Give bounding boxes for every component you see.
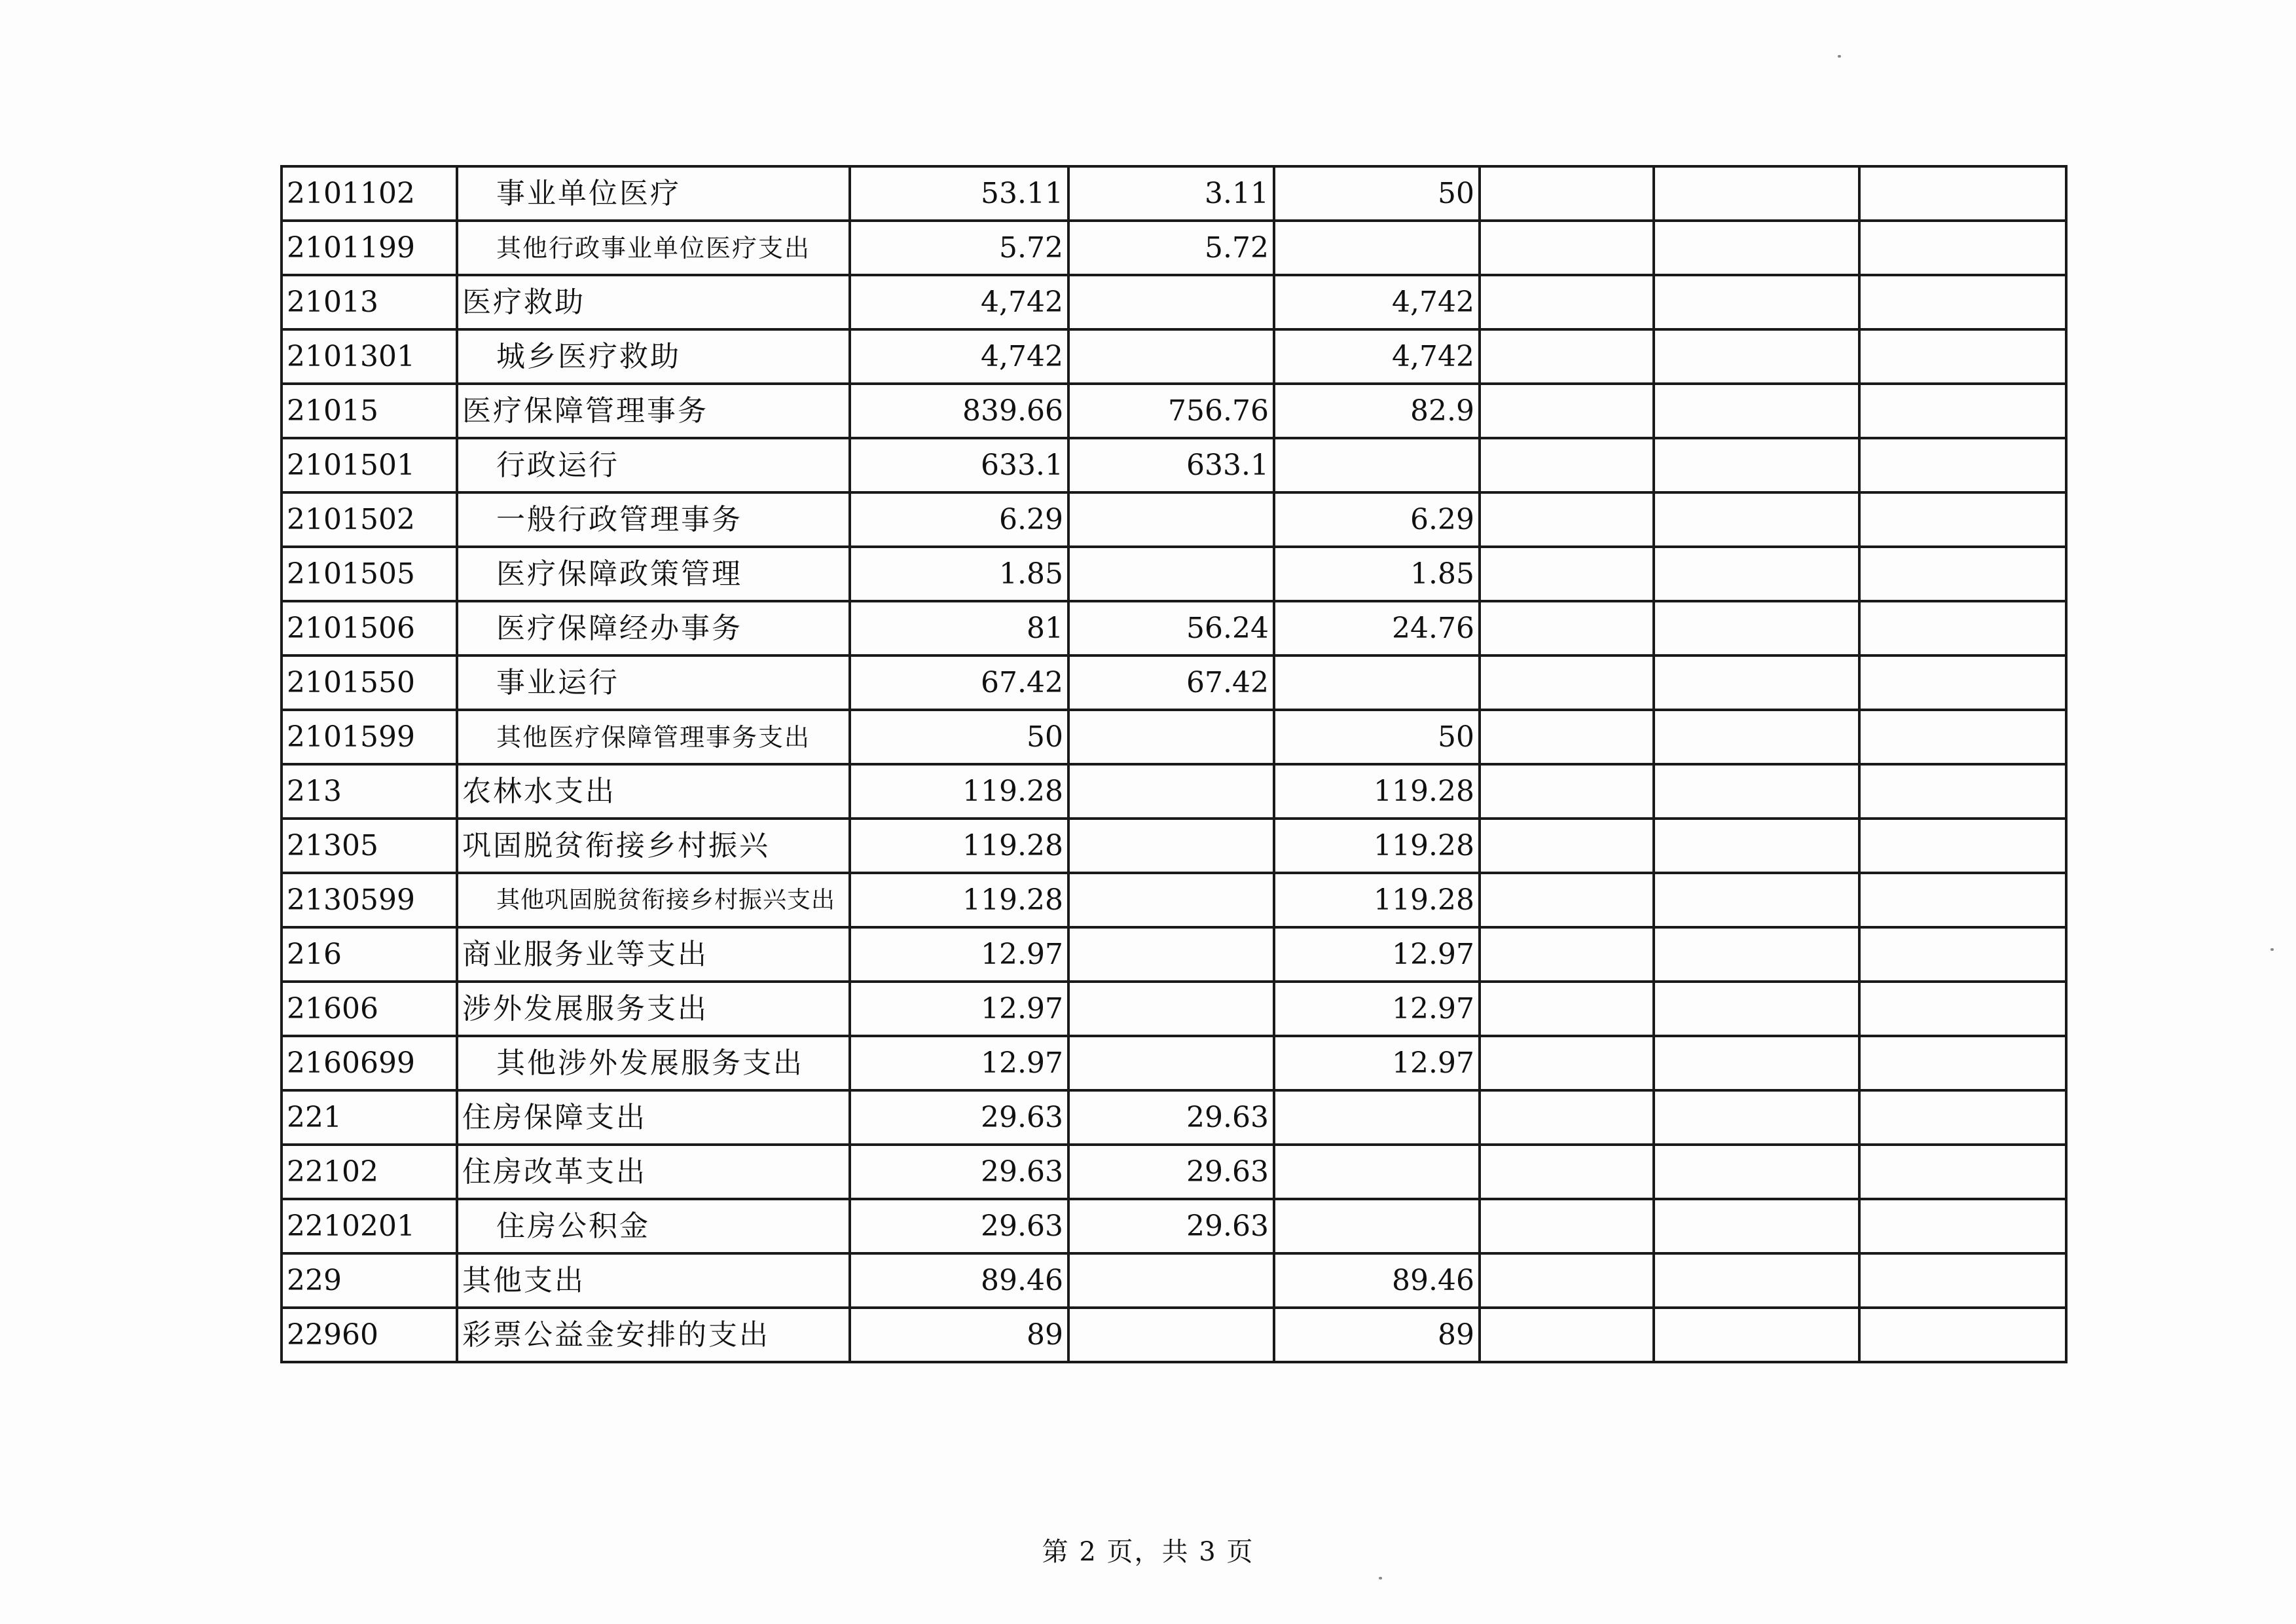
total-cell: 4,742 (850, 329, 1068, 384)
total-cell: 12.97 (850, 1036, 1068, 1090)
basic-cell (1068, 982, 1274, 1036)
code-cell: 2101550 (282, 655, 457, 710)
empty-cell (1859, 655, 2066, 710)
empty-cell (1654, 1036, 1859, 1090)
total-cell: 119.28 (850, 873, 1068, 927)
project-cell: 82.9 (1274, 384, 1480, 438)
total-cell: 5.72 (850, 221, 1068, 275)
total-cell: 1.85 (850, 547, 1068, 601)
budget-table (280, 165, 2068, 1363)
basic-cell: 633.1 (1068, 438, 1274, 492)
empty-cell (1480, 1090, 1654, 1145)
empty-cell (1859, 1253, 2066, 1308)
table-row (282, 1090, 2066, 1145)
code-cell: 21015 (282, 384, 457, 438)
basic-cell (1068, 329, 1274, 384)
empty-cell (1859, 329, 2066, 384)
empty-cell (1654, 1199, 1859, 1253)
empty-cell (1654, 764, 1859, 819)
empty-cell (1480, 384, 1654, 438)
total-cell: 12.97 (850, 927, 1068, 982)
empty-cell (1859, 710, 2066, 764)
basic-cell (1068, 492, 1274, 547)
code-cell: 2101599 (282, 710, 457, 764)
project-cell: 50 (1274, 710, 1480, 764)
empty-cell (1654, 438, 1859, 492)
code-cell: 22102 (282, 1145, 457, 1199)
code-cell: 2101301 (282, 329, 457, 384)
total-cell: 119.28 (850, 819, 1068, 873)
empty-cell (1480, 1145, 1654, 1199)
project-cell: 89.46 (1274, 1253, 1480, 1308)
empty-cell (1654, 1090, 1859, 1145)
empty-cell (1480, 275, 1654, 329)
scan-speck (1379, 1577, 1382, 1579)
total-cell: 67.42 (850, 655, 1068, 710)
empty-cell (1480, 927, 1654, 982)
table-row (282, 547, 2066, 601)
empty-cell (1480, 873, 1654, 927)
empty-cell (1480, 1199, 1654, 1253)
table-row (282, 329, 2066, 384)
project-cell (1274, 438, 1480, 492)
basic-cell: 56.24 (1068, 601, 1274, 655)
empty-cell (1654, 547, 1859, 601)
empty-cell (1859, 1199, 2066, 1253)
basic-cell: 3.11 (1068, 166, 1274, 221)
basic-cell (1068, 764, 1274, 819)
empty-cell (1859, 1036, 2066, 1090)
name-cell: 涉外发展服务支出 (457, 982, 850, 1036)
name-cell: 商业服务业等支出 (457, 927, 850, 982)
name-cell: 住房保障支出 (457, 1090, 850, 1145)
empty-cell (1654, 982, 1859, 1036)
code-cell: 21606 (282, 982, 457, 1036)
empty-cell (1480, 166, 1654, 221)
basic-cell (1068, 1253, 1274, 1308)
empty-cell (1654, 221, 1859, 275)
project-cell: 4,742 (1274, 329, 1480, 384)
name-cell: 事业单位医疗 (457, 166, 850, 221)
empty-cell (1654, 819, 1859, 873)
code-cell: 221 (282, 1090, 457, 1145)
project-cell (1274, 1090, 1480, 1145)
empty-cell (1859, 1145, 2066, 1199)
project-cell (1274, 221, 1480, 275)
table-row (282, 275, 2066, 329)
code-cell: 2101506 (282, 601, 457, 655)
code-cell: 216 (282, 927, 457, 982)
table-row (282, 873, 2066, 927)
project-cell: 6.29 (1274, 492, 1480, 547)
table-row (282, 1253, 2066, 1308)
total-cell: 839.66 (850, 384, 1068, 438)
table-row (282, 1036, 2066, 1090)
name-cell: 其他支出 (457, 1253, 850, 1308)
project-cell (1274, 655, 1480, 710)
scan-speck (1838, 55, 1841, 58)
basic-cell (1068, 873, 1274, 927)
total-cell: 29.63 (850, 1199, 1068, 1253)
project-cell: 119.28 (1274, 764, 1480, 819)
page-footer: 第 2 页，共 3 页 (1042, 1537, 1254, 1567)
name-cell: 行政运行 (457, 438, 850, 492)
total-cell: 53.11 (850, 166, 1068, 221)
empty-cell (1859, 982, 2066, 1036)
name-cell: 其他医疗保障管理事务支出 (457, 710, 850, 764)
empty-cell (1480, 1036, 1654, 1090)
empty-cell (1654, 601, 1859, 655)
empty-cell (1859, 819, 2066, 873)
empty-cell (1859, 1308, 2066, 1362)
project-cell: 12.97 (1274, 982, 1480, 1036)
total-cell: 12.97 (850, 982, 1068, 1036)
empty-cell (1480, 1253, 1654, 1308)
empty-cell (1480, 221, 1654, 275)
empty-cell (1654, 275, 1859, 329)
table-row (282, 221, 2066, 275)
empty-cell (1654, 1145, 1859, 1199)
total-cell: 89.46 (850, 1253, 1068, 1308)
empty-cell (1654, 1308, 1859, 1362)
name-cell: 医疗保障管理事务 (457, 384, 850, 438)
empty-cell (1480, 547, 1654, 601)
table-row (282, 166, 2066, 221)
code-cell: 2101505 (282, 547, 457, 601)
project-cell: 12.97 (1274, 927, 1480, 982)
table-row (282, 764, 2066, 819)
empty-cell (1480, 764, 1654, 819)
basic-cell (1068, 275, 1274, 329)
code-cell: 2210201 (282, 1199, 457, 1253)
empty-cell (1654, 710, 1859, 764)
basic-cell: 5.72 (1068, 221, 1274, 275)
empty-cell (1859, 547, 2066, 601)
total-cell: 29.63 (850, 1145, 1068, 1199)
table-row (282, 1199, 2066, 1253)
table-row (282, 438, 2066, 492)
basic-cell (1068, 547, 1274, 601)
table-row (282, 601, 2066, 655)
table-row (282, 492, 2066, 547)
name-cell: 其他涉外发展服务支出 (457, 1036, 850, 1090)
empty-cell (1859, 275, 2066, 329)
name-cell: 城乡医疗救助 (457, 329, 850, 384)
name-cell: 住房公积金 (457, 1199, 850, 1253)
project-cell: 4,742 (1274, 275, 1480, 329)
empty-cell (1654, 655, 1859, 710)
code-cell: 21013 (282, 275, 457, 329)
basic-cell (1068, 710, 1274, 764)
total-cell: 50 (850, 710, 1068, 764)
basic-cell: 29.63 (1068, 1090, 1274, 1145)
table-row (282, 1308, 2066, 1362)
empty-cell (1480, 492, 1654, 547)
basic-cell: 29.63 (1068, 1199, 1274, 1253)
empty-cell (1859, 873, 2066, 927)
table-row (282, 384, 2066, 438)
code-cell: 2101502 (282, 492, 457, 547)
table-row (282, 819, 2066, 873)
code-cell: 2130599 (282, 873, 457, 927)
name-cell: 一般行政管理事务 (457, 492, 850, 547)
basic-cell (1068, 927, 1274, 982)
empty-cell (1480, 655, 1654, 710)
empty-cell (1654, 1253, 1859, 1308)
empty-cell (1480, 438, 1654, 492)
empty-cell (1859, 601, 2066, 655)
table-row (282, 1145, 2066, 1199)
basic-cell (1068, 1036, 1274, 1090)
empty-cell (1859, 221, 2066, 275)
basic-cell (1068, 819, 1274, 873)
name-cell: 事业运行 (457, 655, 850, 710)
empty-cell (1654, 166, 1859, 221)
empty-cell (1480, 601, 1654, 655)
project-cell: 24.76 (1274, 601, 1480, 655)
code-cell: 213 (282, 764, 457, 819)
scan-speck (2270, 948, 2274, 951)
project-cell (1274, 1145, 1480, 1199)
empty-cell (1480, 1308, 1654, 1362)
empty-cell (1859, 492, 2066, 547)
name-cell: 其他巩固脱贫衔接乡村振兴支出 (457, 873, 850, 927)
empty-cell (1859, 1090, 2066, 1145)
empty-cell (1859, 384, 2066, 438)
empty-cell (1480, 329, 1654, 384)
code-cell: 2101501 (282, 438, 457, 492)
total-cell: 6.29 (850, 492, 1068, 547)
table-row (282, 982, 2066, 1036)
code-cell: 21305 (282, 819, 457, 873)
empty-cell (1654, 492, 1859, 547)
empty-cell (1859, 764, 2066, 819)
project-cell: 89 (1274, 1308, 1480, 1362)
project-cell: 12.97 (1274, 1036, 1480, 1090)
empty-cell (1654, 384, 1859, 438)
code-cell: 2160699 (282, 1036, 457, 1090)
total-cell: 81 (850, 601, 1068, 655)
empty-cell (1654, 927, 1859, 982)
name-cell: 农林水支出 (457, 764, 850, 819)
name-cell: 医疗救助 (457, 275, 850, 329)
name-cell: 住房改革支出 (457, 1145, 850, 1199)
total-cell: 119.28 (850, 764, 1068, 819)
empty-cell (1480, 982, 1654, 1036)
basic-cell: 67.42 (1068, 655, 1274, 710)
basic-cell (1068, 1308, 1274, 1362)
code-cell: 22960 (282, 1308, 457, 1362)
empty-cell (1654, 329, 1859, 384)
name-cell: 医疗保障政策管理 (457, 547, 850, 601)
empty-cell (1480, 819, 1654, 873)
name-cell: 其他行政事业单位医疗支出 (457, 221, 850, 275)
table-body (282, 166, 2066, 1362)
empty-cell (1654, 873, 1859, 927)
basic-cell: 756.76 (1068, 384, 1274, 438)
project-cell (1274, 1199, 1480, 1253)
name-cell: 医疗保障经办事务 (457, 601, 850, 655)
total-cell: 89 (850, 1308, 1068, 1362)
project-cell: 119.28 (1274, 873, 1480, 927)
project-cell: 1.85 (1274, 547, 1480, 601)
total-cell: 633.1 (850, 438, 1068, 492)
project-cell: 119.28 (1274, 819, 1480, 873)
total-cell: 4,742 (850, 275, 1068, 329)
code-cell: 229 (282, 1253, 457, 1308)
table-row (282, 655, 2066, 710)
code-cell: 2101199 (282, 221, 457, 275)
empty-cell (1859, 166, 2066, 221)
table-row (282, 927, 2066, 982)
project-cell: 50 (1274, 166, 1480, 221)
total-cell: 29.63 (850, 1090, 1068, 1145)
basic-cell: 29.63 (1068, 1145, 1274, 1199)
empty-cell (1859, 927, 2066, 982)
code-cell: 2101102 (282, 166, 457, 221)
empty-cell (1859, 438, 2066, 492)
table-row (282, 710, 2066, 764)
empty-cell (1480, 710, 1654, 764)
name-cell: 彩票公益金安排的支出 (457, 1308, 850, 1362)
name-cell: 巩固脱贫衔接乡村振兴 (457, 819, 850, 873)
